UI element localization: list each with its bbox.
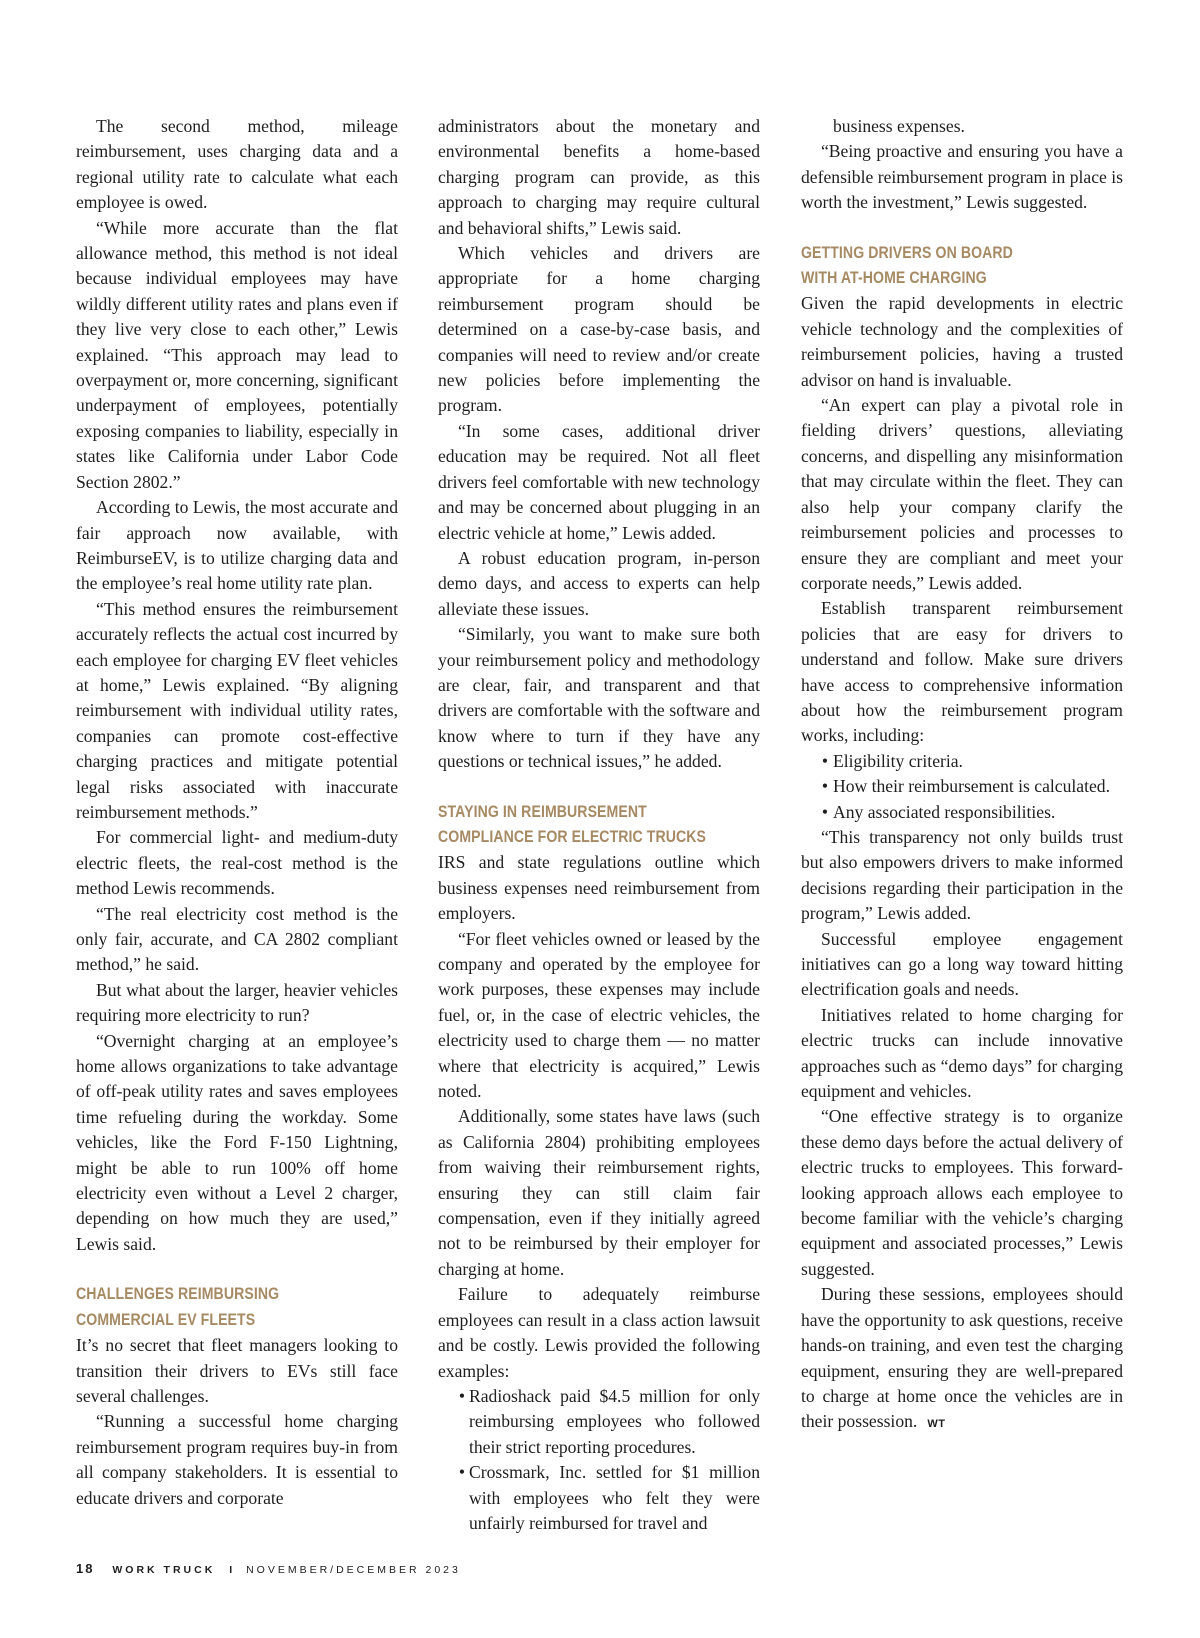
list-item — [801, 800, 1123, 825]
paragraph — [801, 1282, 1123, 1437]
article-column-1 — [76, 114, 398, 1511]
bullet-icon: • — [821, 801, 829, 822]
article-column-2 — [438, 114, 760, 1536]
list-item-text: Eligibility criteria. — [833, 750, 963, 771]
paragraph: “Being proactive and ensuring you have a defensible reimbursement program in place is worth the investment,” Lewis suggested. — [801, 141, 1123, 213]
bullet-icon: • — [821, 776, 829, 797]
section-heading: CHALLENGES REIMBURSING COMMERCIAL EV FLEETS — [76, 1285, 280, 1329]
paragraph: “Overnight charging at an employee’s home allows organizations to take advantage of off-peak utility rates and saves employees time refueling during the workday. Some vehicles, like the Ford F-150 Lightning, might be able to run 100% off home electricity even without a Level 2 charger, depending on how much they are used,” Lewis said. — [76, 1030, 398, 1254]
list-item-text: How their reimbursement is calculated. — [833, 776, 1111, 797]
paragraph: Establish transparent reimbursement policies that are easy for drivers to understand and follow. Make sure drivers have access to comprehensive information about how the reimbursement program works, including: — [801, 598, 1123, 746]
issue-date: NOVEMBER/DECEMBER 2023 — [246, 1564, 461, 1576]
criteria-list — [801, 749, 1123, 825]
list-item — [801, 774, 1123, 799]
paragraph: For commercial light- and medium-duty electric fleets, the real-cost method is the method Lewis recommends. — [76, 827, 398, 899]
paragraph: “The real electricity cost method is the only fair, accurate, and CA 2802 compliant method,” he said. — [76, 903, 398, 975]
paragraph: But what about the larger, heavier vehicles requiring more electricity to run? — [76, 979, 398, 1026]
list-item — [438, 1460, 760, 1536]
example-list — [438, 1384, 760, 1536]
paragraph: Additionally, some states have laws (such as California 2804) prohibiting employees from waiving their reimbursement rights, ensuring they can still claim fair compensation, even if they initially agreed not to be reimbursed by their employer for charging at home. — [438, 1106, 760, 1279]
list-item-text: Crossmark, Inc. settled for $1 million with employees who felt they were unfairly reimbursed for travel and — [469, 1462, 760, 1533]
paragraph: It’s no secret that fleet managers looking to transition their drivers to EVs still face several challenges. — [76, 1335, 398, 1406]
list-item — [801, 749, 1123, 774]
paragraph: IRS and state regulations outline which business expenses need reimbursement from employers. — [438, 852, 760, 924]
list-item — [438, 1384, 760, 1460]
end-mark: WT — [927, 1418, 946, 1431]
paragraph: Which vehicles and drivers are appropriate for a home charging reimbursement program should be determined on a case-by-case basis, and companies will need to review and/or create new policies before implementing the program. — [438, 243, 760, 416]
list-item-text: Any associated responsibilities. — [833, 801, 1056, 822]
paragraph: According to Lewis, the most accurate and fair approach now available, with ReimburseEV, is to utilize charging data and the employee’s real home utility rate plan. — [76, 497, 398, 594]
paragraph: “Similarly, you want to make sure both your reimbursement policy and methodology are clear, fair, and transparent and that drivers are comfortable with the software and know where to turn if they have any questions or technical issues,” he added. — [438, 624, 760, 772]
section-heading: STAYING IN REIMBURSEMENT COMPLIANCE FOR ELECTRIC TRUCKS — [438, 802, 707, 846]
magazine-name: WORK TRUCK — [112, 1564, 216, 1576]
paragraph: Successful employee engagement initiatives can go a long way toward hitting electrification goals and needs. — [801, 928, 1123, 1000]
page-footer — [76, 1561, 461, 1576]
paragraph: Given the rapid developments in electric vehicle technology and the complexities of reimbursement policies, having a trusted advisor on hand is invaluable. — [801, 293, 1123, 390]
paragraph: “This transparency not only builds trust but also empowers drivers to make informed decisions regarding their participation in the program,” Lewis added. — [801, 826, 1123, 924]
article-column-3 — [801, 114, 1123, 1438]
page-number: 18 — [76, 1561, 95, 1576]
footer-separator: I — [229, 1564, 233, 1576]
paragraph: administrators about the monetary and environmental benefits a home-based charging program can provide, as this approach to charging may require cultural and behavioral shifts,” Lewis said. — [438, 116, 760, 238]
paragraph: The second method, mileage reimbursement, uses charging data and a regional utility rate to calculate what each employee is owed. — [76, 116, 398, 213]
bullet-icon: • — [821, 750, 829, 771]
list-item-text: Radioshack paid $4.5 million for only reimbursing employees who followed their strict reporting procedures. — [469, 1385, 760, 1457]
section-heading: GETTING DRIVERS ON BOARD WITH AT-HOME CHARGING — [801, 243, 1013, 288]
paragraph: “This method ensures the reimbursement accurately reflects the actual cost incurred by each employee for charging EV fleet vehicles at home,” Lewis explained. “By aligning reimbursement with individual utility rates, companies can promote cost-effective charging practices and mitigate potential legal risks associated with inaccurate reimbursement methods.” — [76, 598, 398, 822]
paragraph: “For fleet vehicles owned or leased by the company and operated by the employee for work purposes, these expenses may include fuel, or, in the case of electric vehicles, the electricity used to charge them — no matter where that electricity is acquired,” Lewis noted. — [438, 928, 760, 1102]
paragraph-text: During these sessions, employees should have the opportunity to ask questions, receive hands-on training, and even test the charging equipment, ensuring they are well-prepared to charge at home once the vehicles are in their possession. — [801, 1284, 1123, 1432]
bullet-icon: • — [458, 1462, 466, 1483]
paragraph: “One effective strategy is to organize these demo days before the actual delivery of electric trucks to employees. This forward-looking approach allows each employee to become familiar with the vehicle’s charging equipment and associated processes,” Lewis suggested. — [801, 1106, 1123, 1279]
paragraph: “In some cases, additional driver education may be required. Not all fleet drivers feel comfortable with new technology and may be concerned about plugging in an electric vehicle at home,” Lewis added. — [438, 420, 760, 543]
paragraph: business expenses. — [833, 116, 965, 136]
paragraph: “An expert can play a pivotal role in fielding drivers’ questions, alleviating concerns, and dispelling any misinformation that may circulate within the fleet. They can also help your company clarify the reimbursement policies and processes to ensure they are compliant and meet your corporate needs,” Lewis added. — [801, 395, 1123, 593]
paragraph: “Running a successful home charging reimbursement program requires buy-in from all company stakeholders. It is essential to educate drivers and corporate — [76, 1411, 398, 1508]
paragraph: A robust education program, in-person demo days, and access to experts can help alleviate these issues. — [438, 547, 760, 619]
paragraph: Failure to adequately reimburse employees can result in a class action lawsuit and be costly. Lewis provided the following examples: — [438, 1284, 760, 1381]
bullet-icon: • — [458, 1385, 466, 1406]
paragraph: “While more accurate than the flat allowance method, this method is not ideal because individual employees may have wildly different utility rates and plans even if they live very close to each other,” Lewis explained. “This approach may lead to overpayment or, more concerning, significant underpayment of employees, potentially exposing companies to liability, especially in states like California under Labor Code Section 2802.” — [76, 217, 398, 492]
paragraph: Initiatives related to home charging for electric trucks can include innovative approaches such as “demo days” for charging equipment and vehicles. — [801, 1004, 1123, 1102]
